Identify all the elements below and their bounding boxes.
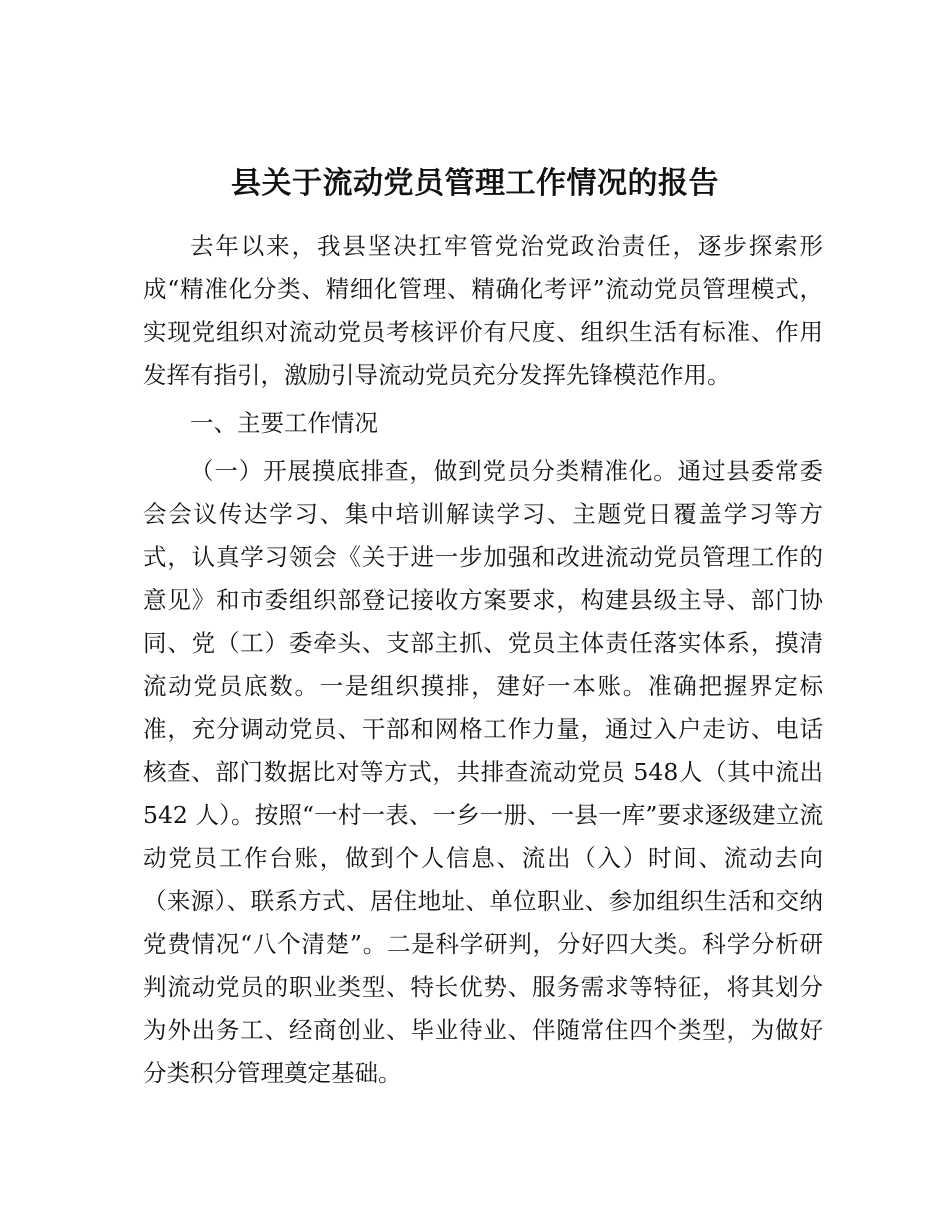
section-heading: 一、主要工作情况 — [190, 409, 378, 437]
subsection-paragraph: （一）开展摸底排查，做到党员分类精准化。通过县委常委会会议传达学习、集中培训解读学习、主题党日覆盖学习等方式，认真学习领会《关于进一步加强和改进流动党员管理工作的意见》和市委组织部登记接收方案要求，构建县级主导、部门协同、党（工）委牵头、支部主抓、党员主体责任落实体系，摸清流动党员底数。一是组织摸排，建好一本账。准确把握界定标准，充分调动党员、干部和网格工作力量，通过入户走访、电话核查、部门数据比对等方式，共排查流动党员 548人（其中流出 542 人）。按照“一村一表、一乡一册、一县一库”要求逐级建立流动党员工作台账，做到个人信息、流出（入）时间、流动去向（来源）、联系方式、居住地址、单位职业、参加组织生活和交纳党费情况“八个清楚”。二是科学研判，分好四大类。科学分析研判流动党员的职业类型、特长优势、服务需求等特征，将其划分为外出务工、经商创业、毕业待业、伴随常住四个类型，为做好分类积分管理奠定基础。 — [143, 457, 823, 1087]
document-body — [143, 225, 823, 1095]
document-title: 县关于流动党员管理工作情况的报告 — [231, 166, 719, 201]
intro-paragraph: 去年以来，我县坚决扛牢管党治党政治责任，逐步探索形成“精准化分类、精细化管理、精确化考评”流动党员管理模式，实现党组织对流动党员考核评价有尺度、组织生活有标准、作用发挥有指引，激励引导流动党员充分发挥先锋模范作用。 — [143, 232, 823, 389]
